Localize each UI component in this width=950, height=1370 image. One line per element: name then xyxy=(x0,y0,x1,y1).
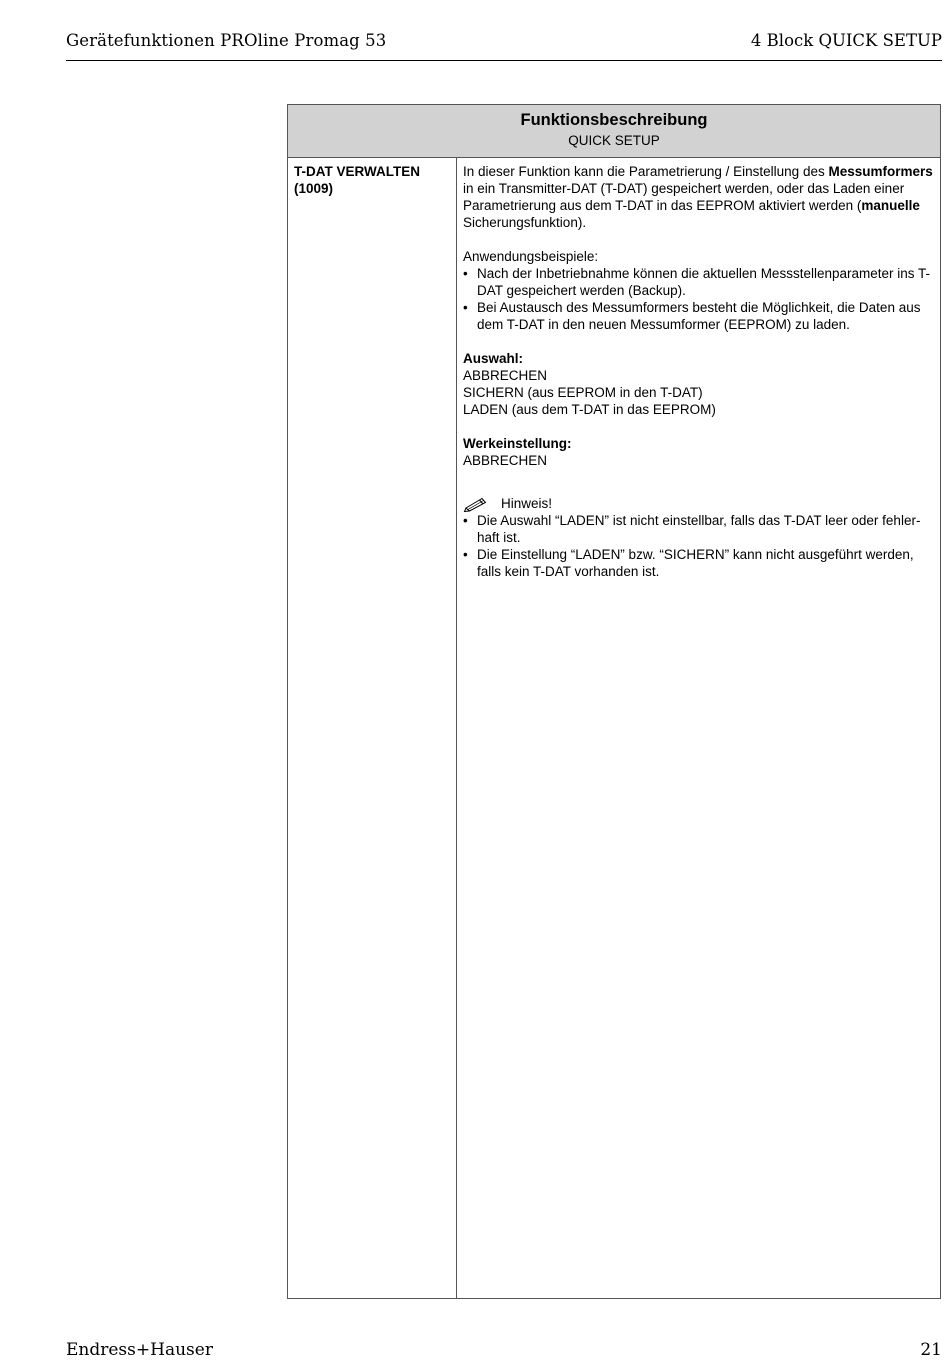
factory-setting-section xyxy=(463,435,937,469)
page-header-right: 4 Block QUICK SETUP xyxy=(750,31,942,50)
list-item: • Nach der Inbetriebnahme können die aktuellen Messstellenparameter ins T-DAT gespeichert werden (Backup). xyxy=(463,265,937,299)
header-divider xyxy=(66,60,942,61)
intro-paragraph: In dieser Funktion kann die Parametrierung / Einstellung des Messumformers in ein Transmitter-DAT (T-DAT) gespeichert werden, oder das Laden einer Parametrierung aus dem T-DAT in das EEPROM aktiviert werden (manuelle Sicherungsfunktion). xyxy=(463,164,933,230)
notes-list xyxy=(463,512,937,580)
function-code: (1009) xyxy=(294,181,334,196)
examples-title: Anwendungsbeispiele: xyxy=(463,249,599,264)
function-description-cell xyxy=(463,163,937,580)
examples-list xyxy=(463,265,937,333)
list-item: • Die Auswahl “LADEN” ist nicht einstellbar, falls das T-DAT leer oder fehler-haft ist. xyxy=(463,512,937,546)
page-number: 21 xyxy=(920,1340,942,1360)
pencil-icon xyxy=(463,495,491,512)
footer-brand: Endress+Hauser xyxy=(66,1340,213,1360)
note-heading xyxy=(463,495,937,512)
selection-option: SICHERN (aus EEPROM in den T-DAT) xyxy=(463,385,703,400)
selection-option: LADEN (aus dem T-DAT in das EEPROM) xyxy=(463,402,716,417)
table-title: Funktionsbeschreibung xyxy=(520,111,708,129)
function-name: T-DAT VERWALTEN xyxy=(294,164,420,179)
factory-setting-title: Werkeinstellung: xyxy=(463,436,572,451)
selection-section xyxy=(463,350,937,418)
page-header-left: Gerätefunktionen PROline Promag 53 xyxy=(66,31,387,50)
function-table xyxy=(287,104,941,1299)
examples-section xyxy=(463,248,937,333)
factory-setting-value: ABBRECHEN xyxy=(463,453,548,468)
table-subtitle: QUICK SETUP xyxy=(568,133,660,148)
list-item: • Die Einstellung “LADEN” bzw. “SICHERN” kann nicht ausgeführt werden, falls kein T-DAT vorhanden ist. xyxy=(463,546,937,580)
note-title: Hinweis! xyxy=(501,496,553,511)
selection-option: ABBRECHEN xyxy=(463,368,548,383)
list-item: • Bei Austausch des Messumformers besteht die Möglichkeit, die Daten aus dem T-DAT in den neuen Messumformer (EEPROM) zu laden. xyxy=(463,299,937,333)
table-header xyxy=(288,105,940,158)
function-name-cell xyxy=(294,163,450,197)
selection-title: Auswahl: xyxy=(463,351,524,366)
column-divider xyxy=(456,158,457,1298)
